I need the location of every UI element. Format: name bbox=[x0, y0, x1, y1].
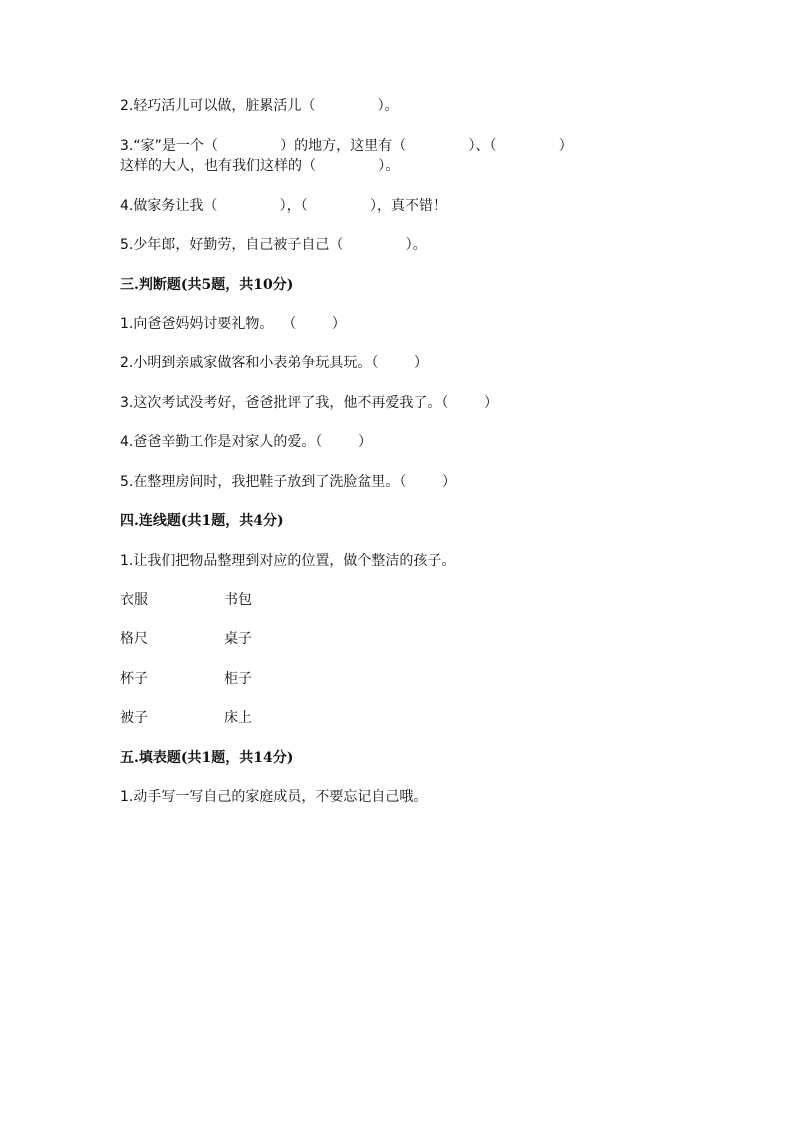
matching-right-item: 柜子 bbox=[224, 671, 252, 687]
matching-right-item: 书包 bbox=[224, 592, 252, 608]
judge-item-4: 4.爸爸辛勤工作是对家人的爱。（ ） bbox=[120, 434, 372, 450]
judge-item-5: 5.在整理房间时，我把鞋子放到了洗脸盆里。（ ） bbox=[120, 474, 456, 490]
section-heading-matching: 四.连线题(共1题，共4分) bbox=[120, 513, 284, 529]
judge-item-2: 2.小明到亲戚家做客和小表弟争玩具玩。（ ） bbox=[120, 355, 428, 371]
question-3-line-2: 这样的大人，也有我们这样的（ ）。 bbox=[120, 158, 400, 174]
matching-question: 1.让我们把物品整理到对应的位置，做个整洁的孩子。 bbox=[120, 553, 456, 569]
matching-left-item: 衣服 bbox=[120, 592, 148, 608]
question-2: 2.轻巧活儿可以做，脏累活儿（ ）。 bbox=[120, 98, 399, 114]
table-fill-question: 1.动手写一写自己的家庭成员，不要忘记自己哦。 bbox=[120, 789, 428, 805]
section-heading-table-fill: 五.填表题(共1题，共14分) bbox=[120, 750, 294, 766]
judge-item-1: 1.向爸爸妈妈讨要礼物。 （ ） bbox=[120, 316, 346, 332]
question-3-line-1: 3.“家”是一个（ ）的地方，这里有（ ）、（ ） bbox=[120, 138, 573, 154]
question-5: 5.少年郎，好勤劳，自己被子自己（ ）。 bbox=[120, 237, 427, 253]
matching-left-item: 被子 bbox=[120, 710, 148, 726]
matching-left-item: 格尺 bbox=[120, 631, 148, 647]
question-4: 4.做家务让我（ ），（ ），真不错！ bbox=[120, 198, 447, 214]
matching-right-item: 床上 bbox=[224, 710, 252, 726]
judge-item-3: 3.这次考试没考好，爸爸批评了我，他不再爱我了。（ ） bbox=[120, 395, 498, 411]
matching-right-item: 桌子 bbox=[224, 631, 252, 647]
section-heading-judge: 三.判断题(共5题，共10分) bbox=[120, 277, 294, 293]
matching-left-item: 杯子 bbox=[120, 671, 148, 687]
